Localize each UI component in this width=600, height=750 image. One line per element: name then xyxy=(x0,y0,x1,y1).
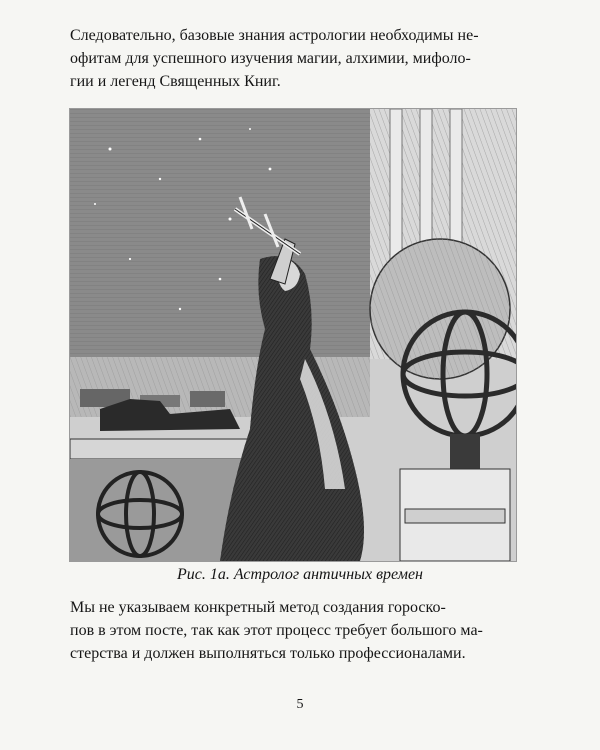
text-line: офитам для успешного изучения магии, алхимии, мифоло- xyxy=(70,50,471,67)
figure-caption: Рис. 1а. Астролог античных времен xyxy=(177,566,423,583)
text-line: Следовательно, базовые знания астрологии необходимы не- xyxy=(70,27,479,44)
paragraph-top xyxy=(70,24,514,93)
paragraph-bottom xyxy=(70,596,514,665)
text-line: пов в этом посте, так как этот процесс требует большого ма- xyxy=(70,622,483,639)
text-line: стерства и должен выполняться только профессионалами. xyxy=(70,645,466,662)
astrologer-engraving-illustration xyxy=(69,108,517,562)
page-number: 5 xyxy=(296,697,304,712)
text-line: Мы не указываем конкретный метод создания гороско- xyxy=(70,599,446,616)
text-line: гии и легенд Священных Книг. xyxy=(70,73,281,90)
